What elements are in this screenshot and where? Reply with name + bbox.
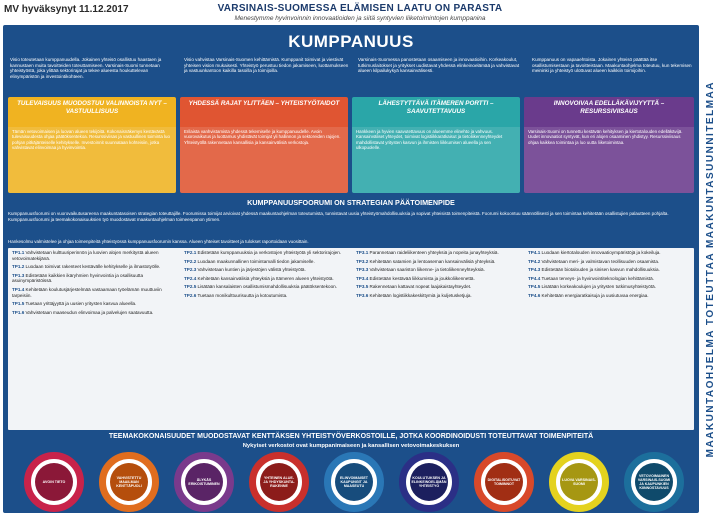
measures-column-4 xyxy=(528,250,690,428)
measures-column-3 xyxy=(356,250,524,428)
measure-item: TP4.3 Edistetään biotalouden ja sinisen kasvun mahdollisuuksia. xyxy=(528,267,660,273)
theme-circle-label: ÄLYKÄS ERIKOISTUMINEN xyxy=(185,463,223,501)
card-body: Tämän vetovoimaisen ja luovan alueen tekijöitä. Kokonaisnäkemys kestävästä tulevaisuudesta ohjaa päätöksentekoa. Resurssiviisas ja vastuullinen toiminta luo pohjan pitkäjänteiselle kehitykselle. Investoinnit suunnataan kohteisiin, jotka vahvistavat elinvoimaa ja hyvinvointia. xyxy=(8,127,176,193)
theme-circle-label: LUOVA VARSINAIS-SUOMI xyxy=(560,463,598,501)
theme-circle-label: KOULUTUKSEN JA ELINKEINOELÄMÄN YHTEISTYÖ xyxy=(410,463,448,501)
side-banner xyxy=(700,25,720,513)
measure-item: TP3.5 Rakennetaan kattavat nopeat laajakaistayhteydet. xyxy=(356,284,472,290)
theme-circle-label: DIGITALISOITUVAT TOIMINNOT xyxy=(485,463,523,501)
card-title: LÄHESTYTTÄVÄ ITÄMEREN PORTTI – SAAVUTETTAVUUS xyxy=(378,100,494,115)
card-saavutettavuus xyxy=(352,97,520,193)
card-body: Hankkeen ja hyvien saavutettavuus on alueemme elinehto ja vahvuus. Kansainväliset yhteydet, toimivat logistiikkaratkaisut ja tietoliikenneyhteydet mahdollistavat yritysten kasvun ja ihmisten liikkumisen alueella ja sen ulkopuolelle. xyxy=(352,127,520,193)
measure-item: TP3.6 Kehitetään logistiikkakeskittymiä ja kuljetusketjuja. xyxy=(356,292,472,298)
themes-subheading: Nykyiset verkostot ovat kumppanimaiseen ja kansallisen vetovoimakeskuksen xyxy=(242,443,460,449)
measure-item: TP3.1 Parannetaan raideliikenteen yhteyksiä ja nopeita junayhteyksiä. xyxy=(356,250,499,255)
measure-item: TP2.3 Vahvistetaan kuntien ja järjestöjen välistä yhteistyötä. xyxy=(184,267,306,273)
approval-date: MV hyväksynyt 11.12.2017 xyxy=(4,4,129,15)
document-title: VARSINAIS-SUOMESSA ELÄMISEN LAATU ON PARASTA xyxy=(217,3,503,14)
measures-column-1 xyxy=(12,250,180,428)
measure-item: TP2.6 Tuetaan monikulttuurisuutta ja kotoutumista. xyxy=(184,292,288,298)
measure-item: TP2.2 Luodaan maakunnallinen toimintamalli tiedon jakamiselle. xyxy=(184,258,315,264)
theme-circle xyxy=(174,452,234,512)
measure-item: TP3.2 Kehitetään satamien ja lentoaseman kansainvälisiä yhteyksiä. xyxy=(356,258,496,264)
measure-item: TP4.6 Kehitetään energiaratkaisuja ja uusiutuvaa energiaa. xyxy=(528,292,649,298)
measure-item: TP1.6 Vahvistetaan maaseudun elinvoimaa ja palvelujen saatavuutta. xyxy=(12,309,154,315)
measure-item: TP4.4 Tuetaan terveys- ja hyvinvointiteknologian kehittämistä. xyxy=(528,275,654,281)
measure-item: TP1.3 Edistetään kaikkien ikäryhmien hyvinvointia ja osallisuutta asuinympäristöissä. xyxy=(12,272,144,284)
theme-circle xyxy=(624,452,684,512)
measure-item: TP4.1 Luodaan kiertotalouden innovaatioympäristöjä ja kokeiluja. xyxy=(528,250,661,255)
kumppanuus-heading: KUMPPANUUS xyxy=(288,32,414,51)
intro-paragraph-4: Kumppanuus on vapaaehtoista. Jokainen yhteisö päättää itse osallistumisestaan ja tavoitteistaan. Maakuntaohjelma toteutuu, kun tekemisen meininki ja yhteistyö ulottuvat alueen kaikkiin toimijoihin. xyxy=(532,57,692,74)
theme-circle xyxy=(24,452,84,512)
measure-item: TP3.3 Vahvistetaan saariston liikenne- ja tietoliikenneyhteyksiä. xyxy=(356,267,485,273)
measure-item: TP1.2 Luodaan toimivat rakenteet kestävälle kehitykselle ja ilmastotyölle. xyxy=(12,264,161,270)
forum-note: Hankesolmu valmistelee ja ohjaa toimenpiteitä yhteistyössä kumppanuusfoorumin kanssa. Alueen yhteiset tavoitteet ja tulokset raportoidaan vuosittain. xyxy=(8,239,309,244)
card-title: INNOVOIVAA EDELLÄKÄVIJYYTTÄ – RESURSSIVIISAUS xyxy=(553,100,665,115)
measure-item: TP2.4 Kehitetään kansainvälisiä yhteyksiä ja Itämeren alueen yhteistyötä. xyxy=(184,275,334,281)
card-title: TULEVAISUUS MUODOSTUU VALINNOISTA NYT – VASTUULLISUUS xyxy=(17,100,167,115)
card-yhteistyotaidot xyxy=(180,97,348,193)
measure-item: TP1.4 Kehitetään koulutusjärjestelmää vastaamaan työelämän muuttuviin tarpeisiin. xyxy=(12,286,162,298)
theme-circle xyxy=(249,452,309,512)
theme-circle-label: VETOVOIMAINEN VARSINAIS-SUOMI JA KAUPUNKIEN KIINNOSTAVUUS xyxy=(635,463,673,501)
theme-circle xyxy=(549,452,609,512)
theme-circle xyxy=(474,452,534,512)
side-banner-text: MAAKUNTAOHJELMA TOTEUTTAA MAAKUNTASUUNNITELMAA xyxy=(704,80,716,458)
themes-heading: TEEMAKOKONAISUUDET MUODOSTAVAT KENTTÄKSEN YHTEISTYÖVERKOSTOILLE, JOTKA KOORDINOIDUSTI TOTEUTTAVAT TOIMENPITEITÄ xyxy=(108,433,594,440)
theme-circle-label: YHTEINEN ALUE- JA YHDYSKUNTA-RAKENNE xyxy=(260,463,298,501)
measure-item: TP2.5 Lisätään kansalaisten osallistumismahdollisuuksia päätöksentekoon. xyxy=(184,284,337,290)
theme-circle-label: ELINVOIMAISET KAUPUNGIT JA MAASEUTU xyxy=(335,463,373,501)
intro-paragraph-3: Varsinais-Suomessa panostetaan osaamiseen ja innovaatioihin. Korkeakoulut, tutkimuslaitokset ja yritykset uudistavat yhdessä elinkeinoelämää ja vahvistavat alueen kilpailukykyä kansainvälisesti. xyxy=(358,57,520,74)
forum-description: Kumppanuusfoorumi on vuorovaikutusareena maakuntatasoisen strategian toteuttajille. Foorumissa toimijat arvioivat yhdessä maakuntaohjelman toteutumista, tunnistavat uusia yhteistyömahdollisuuksia ja sopivat yhteisistä toimenpiteistä. Foorumi kokoontuu säännöllisesti ja sen toimintaa kehitetään osallistujien palautteen pohjalta. Kumppanuusfoorumi ja teemakokonaisuuksien työ muodostavat maakuntaohjelman toimeenpanon ytimen. xyxy=(8,211,669,222)
measure-item: TP1.1 Vahvistetaan kulttuuriperinnön ja luovien alojen merkitystä alueen vetovoimatekijänä. xyxy=(12,250,159,261)
document-subtitle: Menestymme hyvinvoinnin innovaatioiden ja siitä syntyvien liiketoimintojen kumppanina xyxy=(234,15,486,22)
theme-circle xyxy=(324,452,384,512)
intro-paragraph-2: Visio vahvistaa Varsinais-Suomen kehittämistä. Kumppanit toimivat ja viestivät yhteisen vision mukaisesti. Yhteistyö perustuu tiedon jakamiseen, luottamukseen ja vastuunkantoon kaikilla tasoilla ja toimijoilla. xyxy=(184,57,349,74)
card-body: Erilaista vanhvistamista yhdessä tekemiselle ja kumppanuudelle. Avoin vuorovaikutus ja luottamus yhdistävät toimijat yli hallinnon ja sektoreiden rajojen. Yhteistyöllä rakennetaan kansallisia ja kansainvälisiä verkostoja. xyxy=(180,127,348,193)
measure-item: TP4.5 Lisätään korkeakoulujen ja yritysten tutkimusyhteistyötä. xyxy=(528,284,656,290)
measure-item: TP4.2 Vahvistetaan meri- ja valmistavan teollisuuden osaamista. xyxy=(528,258,660,264)
measure-item: TP1.5 Tuetaan yrittäjyyttä ja uusien yritysten kasvua alueella. xyxy=(12,301,137,307)
card-body: Varsinais-Suomi on tunnettu kestävän kehityksen ja kiertotalouden edelläkävijä. Uudet innovaatiot syntyvät, kun eri alojen osaaminen yhdistyy. Resurssiviisaus ohjaa kaikkea toimintaa ja luo uutta liiketoimintaa. xyxy=(524,127,694,193)
intro-paragraph-1: Visio toteutetaan kumppanuudella. Jokainen yhteisö osallistuu haastaen ja kannustaen muita tavoitteiden toteuttamiseen. Varsinais-Suomi tunnetaan yhteistyöstä, joka ylittää sektorirajat ja tekee alueesta houkuttelevan elinympäristön ja investointikohteen. xyxy=(10,57,162,79)
card-title: YHDESSÄ RAJAT YLITTÄEN – YHTEISTYÖTAIDOT xyxy=(188,100,340,107)
theme-circle xyxy=(99,452,159,512)
measure-item: TP3.4 Edistetään kestävää liikkumista ja joukkoliikennettä. xyxy=(356,275,475,281)
theme-circle-label: AVOIN TIETO xyxy=(35,463,73,501)
measure-item: TP2.1 Edistetään kumppanuuksia ja verkostojen yhteistyötä yli sektorirajojen. xyxy=(184,250,342,255)
card-vastuullisuus xyxy=(8,97,176,193)
card-resurssiviisaus xyxy=(524,97,694,193)
theme-circle-label: VAHVISTETTU MAAILMAN KENTTÄPUOLI xyxy=(110,463,148,501)
theme-circle xyxy=(399,452,459,512)
measures-column-2 xyxy=(184,250,352,428)
forum-heading: KUMPPANUUSFOORUMI ON STRATEGIAN PÄÄTOIMENPIDE xyxy=(247,198,455,207)
